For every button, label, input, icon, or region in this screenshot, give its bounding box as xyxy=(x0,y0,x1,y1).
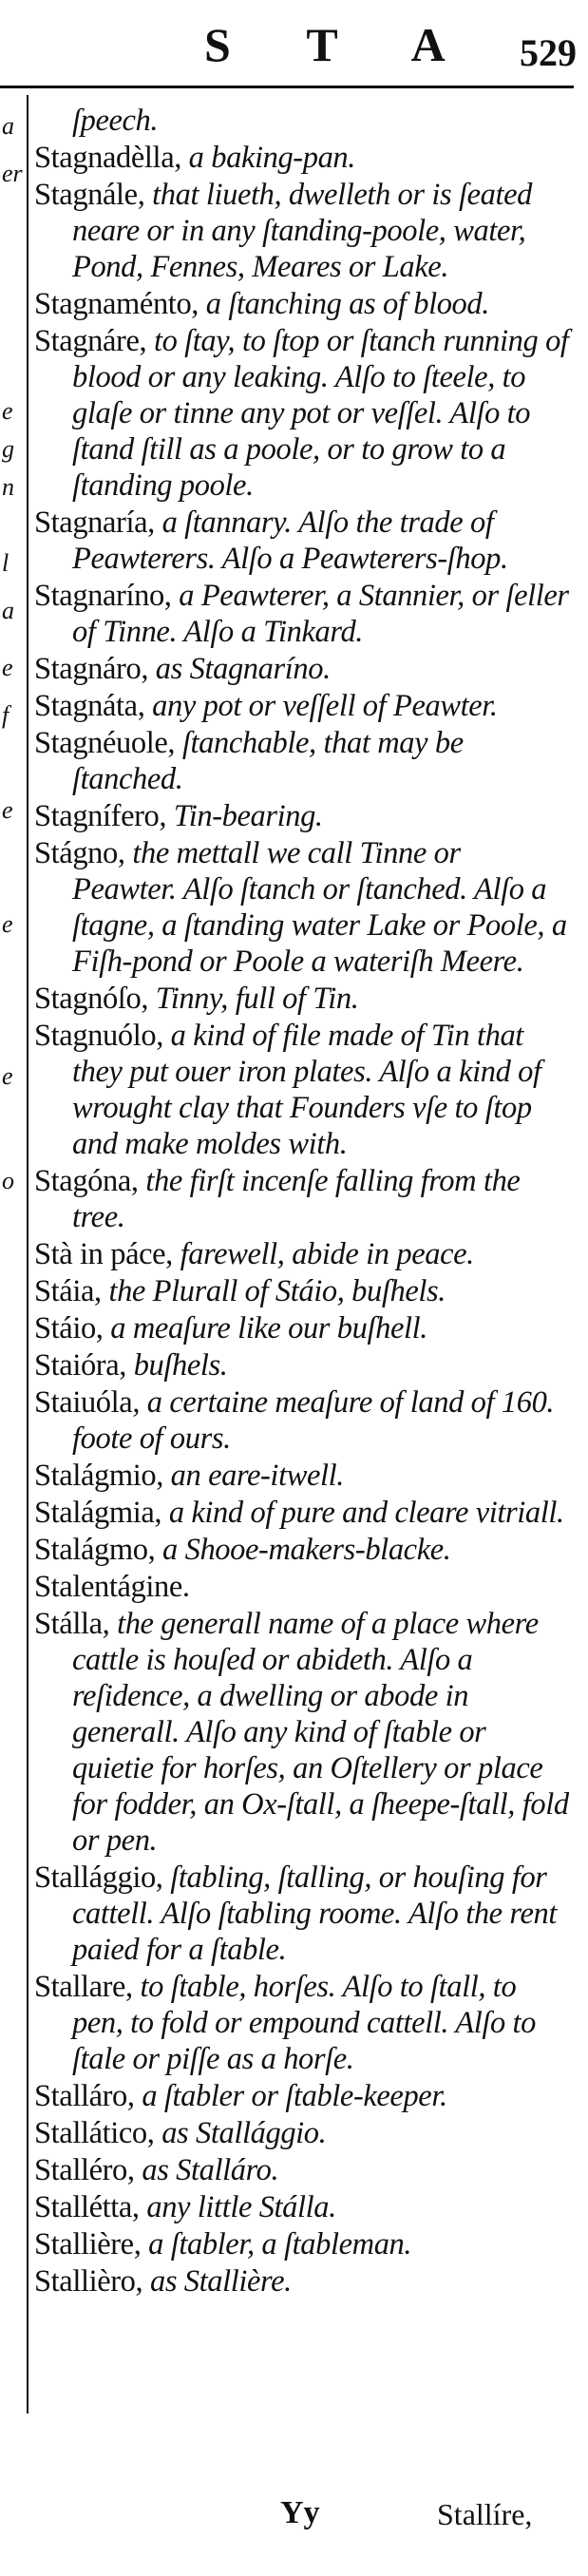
entry-headword: Stallièro, xyxy=(34,2264,143,2299)
dictionary-entry xyxy=(34,103,571,139)
entry-definition: Tinny, full of Tin. xyxy=(148,982,359,1016)
entry-definition: farewell, abide in peace. xyxy=(172,1237,474,1271)
entry-definition: that liueth, dwelleth or is ſeated neare or in any ſtanding-poole, water, Pond, Fennes, Meares or Lake. xyxy=(72,178,532,284)
entry-definition: ſtanchable, that may be ſtanched. xyxy=(72,726,464,796)
cropped-text-fragment: f xyxy=(2,701,9,729)
dictionary-entry xyxy=(34,505,571,577)
dictionary-entry xyxy=(34,286,571,322)
dictionary-entry xyxy=(34,981,571,1017)
dictionary-entry xyxy=(34,798,571,834)
entry-definition: any little Stálla. xyxy=(139,2190,336,2224)
entry-definition: a kind of pure and cleare vitriall. xyxy=(161,1496,564,1530)
entry-headword: Staióra, xyxy=(34,1348,126,1383)
entry-definition: a ſtabler, a ſtableman. xyxy=(141,2227,412,2261)
entry-headword: Stalentágine. xyxy=(34,1570,190,1604)
dictionary-entry xyxy=(34,2226,571,2262)
cropped-text-fragment: er xyxy=(2,160,23,187)
catchword: Stallíre, xyxy=(437,2497,533,2531)
page-header xyxy=(0,0,588,105)
entry-definition: a baking-pan. xyxy=(180,141,356,175)
dictionary-entry xyxy=(34,1606,571,1859)
entry-headword: Stagnífero, xyxy=(34,799,167,833)
entry-definition: as Stagnaríno. xyxy=(148,652,331,686)
dictionary-entry xyxy=(34,688,571,724)
dictionary-entry xyxy=(34,2263,571,2299)
dictionary-entry xyxy=(34,1347,571,1383)
entry-definition: Tin-bearing. xyxy=(166,799,323,833)
dictionary-entry xyxy=(34,323,571,504)
cropped-text-fragment: a xyxy=(2,112,14,140)
entry-definition: to ſtable, horſes. Alſo to ſtall, to pen, to fold or empound cattell. Alſo to ſtale or piſſe as a horſe. xyxy=(72,1970,537,2076)
entry-definition: a Peawterer, a Stannier, or ſeller of Tinne. Alſo a Tinkard. xyxy=(72,579,569,649)
entry-headword: Stagóna, xyxy=(34,1164,139,1198)
dictionary-entry xyxy=(34,725,571,797)
column-rule xyxy=(27,95,28,2414)
entry-headword: Stagnadèlla, xyxy=(34,141,181,175)
entry-headword: Stágno, xyxy=(34,836,125,870)
entry-headword: Stallático, xyxy=(34,2116,155,2150)
entry-headword: Stalágmo, xyxy=(34,1533,156,1567)
dictionary-entry xyxy=(34,177,571,285)
entry-headword: Stallétta, xyxy=(34,2190,140,2224)
entry-definition: the generall name of a place where cattle is houſed or abideth. Alſo a reſidence, a dwelling or abode in generall. Alſo any kind of ſtable or quietie for horſes, an Oſtellery or place for fodder, an Ox-ſtall, a ſheepe-ſtall, fold or pen. xyxy=(72,1607,569,1858)
entry-headword: Stalláro, xyxy=(34,2079,135,2113)
entry-headword: Stagnáta, xyxy=(34,689,145,723)
dictionary-entry xyxy=(34,2078,571,2114)
entry-definition: a ſtannary. Alſo the trade of Peawterers. Alſo a Peawterers-ſhop. xyxy=(72,506,508,576)
entry-definition: buſhels. xyxy=(125,1348,228,1383)
entry-definition: a kind of file made of Tin that they put ouer iron plates. Alſo a kind of wrought clay that Founders vſe to ſtop and make moldes with. xyxy=(72,1019,541,1161)
entry-definition: the mettall we call Tinne or Peawter. Alſo ſtanch or ſtanched. Alſo a ſtagne, a ſtanding water Lake or Poole, a Fiſh-pond or Poole a wateriſh Meere. xyxy=(72,836,567,979)
dictionary-entry xyxy=(34,140,571,176)
dictionary-entry xyxy=(34,651,571,687)
dictionary-entry xyxy=(34,578,571,650)
cropped-text-fragment: e xyxy=(2,397,13,425)
entry-headword: Stagnéuole, xyxy=(34,726,176,760)
entry-headword: Stagnóſo, xyxy=(34,982,149,1016)
dictionary-entry xyxy=(34,835,571,980)
dictionary-entry xyxy=(34,2152,571,2188)
signature-mark: Yy xyxy=(280,2495,320,2530)
entry-headword: Stáio, xyxy=(34,1311,104,1345)
entry-headword: Stálla, xyxy=(34,1607,110,1641)
entry-definition: a ſtanching as of blood. xyxy=(199,287,489,321)
entry-headword: Stagnaría, xyxy=(34,506,155,540)
dictionary-entry xyxy=(34,2189,571,2225)
dictionary-entry xyxy=(34,1458,571,1494)
entry-headword: Stallare, xyxy=(34,1970,133,2004)
entry-headword: Stagnaménto, xyxy=(34,287,199,321)
cropped-text-fragment: n xyxy=(2,473,14,501)
entry-headword: Stalágmio, xyxy=(34,1459,163,1493)
entry-definition: a ſtabler or ſtable-keeper. xyxy=(134,2079,447,2113)
entry-definition: a meaſure like our buſhell. xyxy=(103,1311,427,1345)
dictionary-entry xyxy=(34,1969,571,2077)
dictionary-entry xyxy=(34,1018,571,1162)
entry-headword: Stagnuólo, xyxy=(34,1019,163,1053)
dictionary-entry xyxy=(34,1310,571,1346)
cropped-text-fragment: e xyxy=(2,1062,13,1090)
entry-headword: Stagnaríno, xyxy=(34,579,172,613)
entry-headword: Stagnáro, xyxy=(34,652,149,686)
page-footer xyxy=(0,2490,588,2556)
entry-headword: Stalléro, xyxy=(34,2153,135,2187)
entry-headword: Stagnále, xyxy=(34,178,145,212)
entry-definition: a Shooe-makers-blacke. xyxy=(155,1533,451,1567)
dictionary-entry xyxy=(34,1163,571,1235)
dictionary-entry xyxy=(34,2115,571,2151)
dictionary-entry xyxy=(34,1532,571,1568)
cropped-text-fragment: e xyxy=(2,796,13,824)
cropped-text-fragment: e xyxy=(2,654,13,681)
entry-headword: Stallière, xyxy=(34,2227,142,2261)
entry-definition: the firſt incenſe falling from the tree. xyxy=(72,1164,521,1234)
entry-headword: Stagnáre, xyxy=(34,324,147,358)
entry-definition: an eare-itwell. xyxy=(162,1459,344,1493)
dictionary-entry xyxy=(34,1495,571,1531)
entry-headword: Stà in páce, xyxy=(34,1237,173,1271)
cropped-text-fragment: o xyxy=(2,1167,14,1194)
entry-headword: Stalágmia, xyxy=(34,1496,162,1530)
cropped-text-fragment: g xyxy=(2,435,14,463)
entry-column xyxy=(34,103,571,2300)
cropped-text-fragment: e xyxy=(2,910,13,938)
running-head: S T A xyxy=(204,18,478,71)
entry-definition: as Stalláro. xyxy=(134,2153,279,2187)
dictionary-entry xyxy=(34,1569,571,1605)
entry-headword: Staiuóla, xyxy=(34,1385,141,1420)
entry-headword: Stallággio, xyxy=(34,1860,163,1895)
dictionary-entry xyxy=(34,1236,571,1272)
dictionary-entry xyxy=(34,1860,571,1968)
cropped-text-fragment: l xyxy=(2,549,9,577)
dictionary-entry xyxy=(34,1384,571,1457)
header-rule xyxy=(0,86,574,88)
entry-definition: as Stallière. xyxy=(142,2264,292,2299)
entry-definition: ſpeech. xyxy=(72,104,159,138)
page-number: 529 xyxy=(520,31,577,74)
dictionary-entry xyxy=(34,1273,571,1309)
entry-definition: the Plurall of Stáio, buſhels. xyxy=(101,1274,446,1308)
entry-definition: a certaine meaſure of land of 160. foote of ours. xyxy=(72,1385,555,1456)
entry-definition: as Stallággio. xyxy=(154,2116,327,2150)
entry-definition: any pot or veſſell of Peawter. xyxy=(144,689,498,723)
cropped-text-fragment: a xyxy=(2,597,14,624)
entry-definition: ſtabling, ſtalling, or houſing for cattell. Alſo ſtabling roome. Alſo the rent paied for a ſtable. xyxy=(72,1860,557,1967)
entry-headword: Stáia, xyxy=(34,1274,102,1308)
entry-definition: to ſtay, to ſtop or ſtanch running of blood or any leaking. Alſo to ſteele, to glaſe or tinne any pot or veſſel. Alſo to ſtand ſtill as a poole, or to grow to a ſtanding poole. xyxy=(72,324,569,503)
